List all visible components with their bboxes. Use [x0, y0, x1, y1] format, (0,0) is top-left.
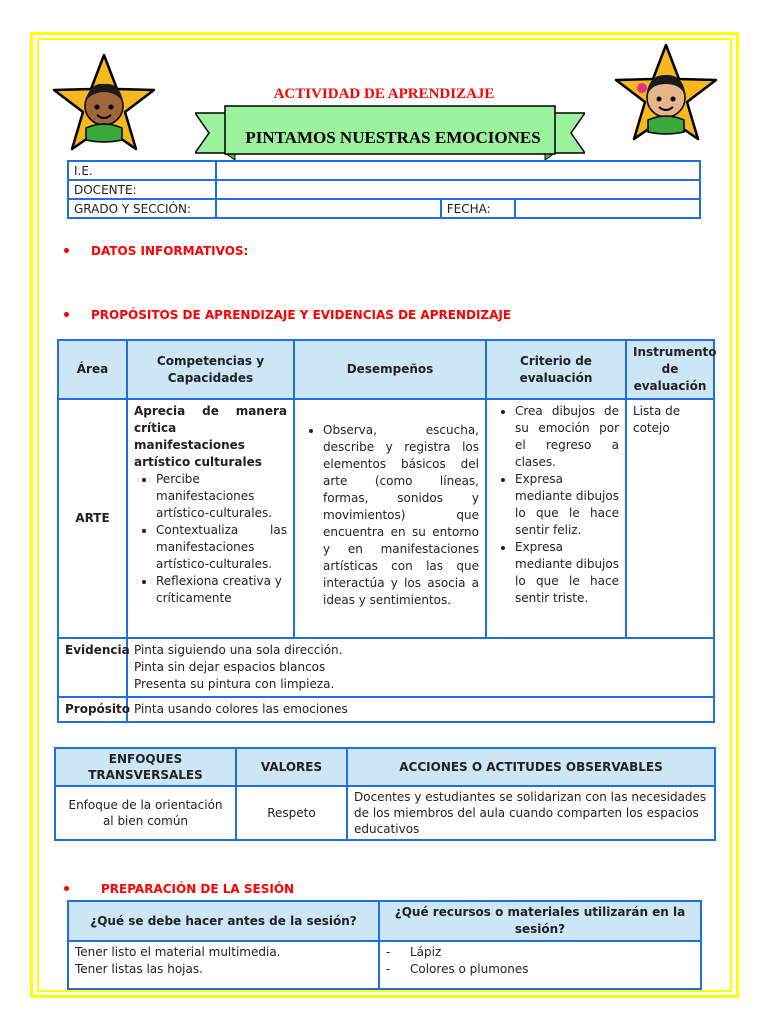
table-row: [58, 399, 714, 638]
evidencia-cell: [127, 638, 714, 697]
desempenos-list: [301, 422, 479, 609]
evidencia-line: Pinta sin dejar espacios blancos: [134, 660, 326, 674]
list-item: • Crea dibujos de su emoción por el regreso a clases.: [515, 403, 619, 471]
table-row: [68, 941, 701, 989]
section-datos: DATOS INFORMATIVOS:: [64, 244, 248, 258]
header-enfoques: ENFOQUES TRANSVERSALES: [55, 748, 236, 786]
grado-label: GRADO Y SECCIÓN:: [68, 199, 216, 218]
enfoque-cell: Enfoque de la orientación al bien común: [55, 786, 236, 840]
enfoques-header-row: [55, 748, 715, 786]
table-row: [55, 786, 715, 840]
bullet-icon: [64, 886, 69, 891]
criterios-list: [493, 403, 619, 607]
competencia-text: Aprecia de manera crítica manifestaciones artístico culturales: [134, 404, 287, 469]
fecha-label: FECHA:: [441, 199, 515, 218]
proposito-row: [58, 697, 714, 722]
table-header-row: [58, 340, 714, 399]
info-row-ie: [68, 161, 700, 180]
header-valores: VALORES: [236, 748, 347, 786]
activity-title: ACTIVIDAD DE APRENDIZAJE: [273, 86, 495, 102]
header-area: Área: [58, 340, 127, 399]
bullet-icon: [64, 312, 69, 317]
list-item: • Expresa mediante dibujos lo que le hace sentir feliz.: [515, 471, 619, 539]
instrumento-cell: Lista de cotejo: [626, 399, 714, 638]
competencias-cell: [127, 399, 294, 638]
proposito-cell: Pinta usando colores las emociones: [127, 697, 714, 722]
bullet-icon: [64, 248, 69, 253]
info-row-grado: [68, 199, 700, 218]
header-competencias: Competencias y Capacidades: [127, 340, 294, 399]
list-item: • Observa, escucha, describe y registra los elementos básicos del arte (como líneas, formas, sonidos y movimientos) que encuentra en su entorno y en manifestaciones artísticas con las que interactúa y los asocia a ideas y sentimientos.: [323, 422, 479, 609]
area-cell: ARTE: [58, 399, 127, 638]
accion-cell: Docentes y estudiantes se solidarizan con las necesidades de los miembros del aula cuando comparten los espacios educativos: [347, 786, 715, 840]
list-item: • Contextualiza las manifestaciones artístico-culturales.: [156, 522, 287, 573]
preparacion-header-row: [68, 901, 701, 941]
section-propositos: PROPÓSITOS DE APRENDIZAJE Y EVIDENCIAS DE APRENDIZAJE: [64, 308, 511, 322]
docente-field[interactable]: [216, 180, 700, 199]
recursos-list: [386, 944, 694, 978]
header-desempenos: Desempeños: [294, 340, 486, 399]
evidencia-line: Pinta siguiendo una sola dirección.: [134, 643, 343, 657]
antes-cell: [68, 941, 379, 989]
ie-field[interactable]: [216, 161, 700, 180]
fecha-field[interactable]: [515, 199, 700, 218]
list-item: Tener listo el material multimedia.: [75, 945, 281, 959]
banner-title: PINTAMOS NUESTRAS EMOCIONES: [245, 128, 541, 147]
info-row-docente: [68, 180, 700, 199]
list-item: • Reflexiona creativa y críticamente: [156, 573, 287, 607]
section-preparacion: PREPARACIÓN DE LA SESIÓN: [64, 882, 294, 896]
info-table: [67, 160, 701, 219]
list-item: • Expresa mediante dibujos lo que le hace sentir triste.: [515, 539, 619, 607]
evidencia-label: Evidencia: [58, 638, 127, 697]
list-item: - Lápiz: [386, 945, 442, 959]
evidencia-line: Presenta su pintura con limpieza.: [134, 677, 335, 691]
proposito-label: Propósito: [58, 697, 127, 722]
evidencia-row: [58, 638, 714, 697]
list-item: Tener listas las hojas.: [75, 962, 203, 976]
ie-label: I.E.: [68, 161, 216, 180]
header-antes: ¿Qué se debe hacer antes de la sesión?: [68, 901, 379, 941]
propositos-table: [57, 339, 715, 723]
grado-field[interactable]: [216, 199, 441, 218]
preparacion-table: [67, 900, 702, 990]
valor-cell: Respeto: [236, 786, 347, 840]
header-acciones: ACCIONES O ACTITUDES OBSERVABLES: [347, 748, 715, 786]
criterio-cell: [486, 399, 626, 638]
recursos-cell: [379, 941, 701, 989]
list-item: - Colores o plumones: [386, 962, 529, 976]
capacidades-list: [134, 471, 287, 607]
list-item: • Percibe manifestaciones artístico-culturales.: [156, 471, 287, 522]
docente-label: DOCENTE:: [68, 180, 216, 199]
header-recursos: ¿Qué recursos o materiales utilizarán en la sesión?: [379, 901, 701, 941]
header-criterio: Criterio de evaluación: [486, 340, 626, 399]
desempenos-cell: [294, 399, 486, 638]
header-instrumento: Instrumento de evaluación: [626, 340, 714, 399]
enfoques-table: [54, 747, 716, 841]
